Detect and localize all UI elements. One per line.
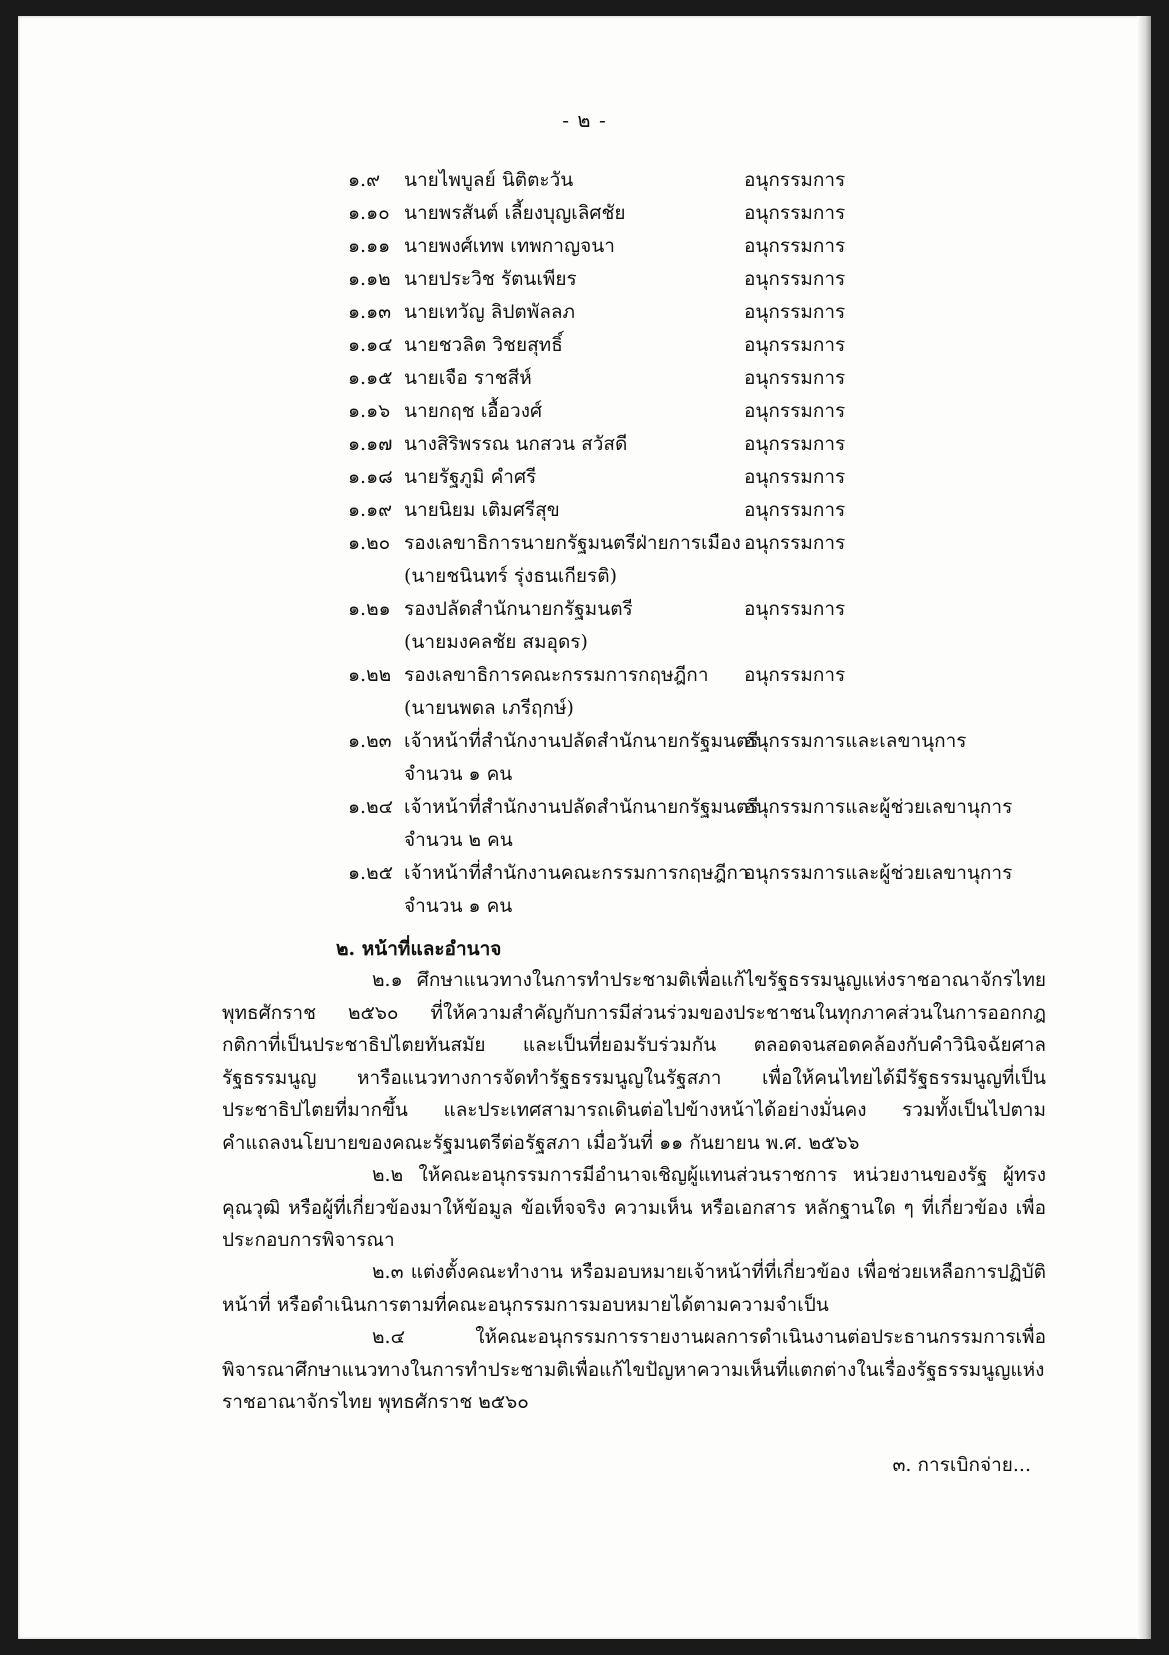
- member-number: ๑.๑๒: [348, 268, 391, 290]
- member-number: ๑.๙: [348, 169, 381, 191]
- paragraph-2-1: [222, 964, 1046, 1159]
- member-row: [348, 362, 1068, 395]
- member-name-line2: จำนวน ๑ คน: [404, 895, 513, 917]
- member-row: [348, 263, 1068, 296]
- member-name-line1: นายนิยม เติมศรีสุข: [404, 499, 560, 521]
- member-name-line1: นายพงศ์เทพ เทพกาญจนา: [404, 235, 615, 257]
- member-number: ๑.๑๐: [348, 202, 390, 224]
- member-number: ๑.๑๖: [348, 400, 391, 422]
- member-name-line2: จำนวน ๑ คน: [404, 763, 513, 785]
- member-name-line1: นายรัฐภูมิ คำศรี: [404, 466, 537, 488]
- member-name-line2: (นายมงคลชัย สมอุดร): [404, 631, 588, 653]
- member-name: [404, 659, 744, 725]
- member-number: ๑.๒๒: [348, 664, 392, 686]
- member-number: ๑.๒๓: [348, 730, 392, 752]
- member-name: [404, 857, 749, 923]
- member-name-line2: (นายชนินทร์ รุ่งธนเกียรติ): [404, 565, 617, 587]
- member-number: ๑.๑๗: [348, 433, 393, 455]
- member-name: [404, 725, 759, 791]
- document-page: [18, 16, 1151, 1639]
- member-number: ๑.๑๓: [348, 301, 392, 323]
- member-name: [404, 362, 744, 395]
- member-role: อนุกรรมการและเลขานุการ: [744, 730, 967, 752]
- paragraph-text: ๒.๔ ให้คณะอนุกรรมการรายงานผลการดำเนินงานต่อประธานกรรมการเพื่อพิจารณาศึกษาแนวทางในการทำประชามติเพื่อแก้ไขปัญหาความเห็นที่แตกต่างในเรื่องรัฐธรรมนูญแห่งราชอาณาจักรไทย พุทธศักราช ๒๕๖๐: [222, 1326, 1046, 1413]
- member-name: [404, 461, 744, 494]
- member-role: อนุกรรมการ: [744, 499, 846, 521]
- paragraph-2-2: [222, 1159, 1046, 1257]
- member-name-line1: นางสิริพรรณ นกสวน สวัสดี: [404, 433, 628, 455]
- paragraph-text: ๒.๑ ศึกษาแนวทางในการทำประชามติเพื่อแก้ไขรัฐธรรมนูญแห่งราชอาณาจักรไทย พุทธศักราช ๒๕๖๐ ที่ให้ความสำคัญกับการมีส่วนร่วมของประชาชนในทุกภาคส่วนในการออกกฎ กติกาที่เป็นประชาธิปไตยทันสมัย และเป็นที่ยอมรับร่วมกัน ตลอดจนสอดคล้องกับคำวินิจฉัยศาลรัฐธรรมนูญ หารือแนวทางการจัดทำรัฐธรรมนูญในรัฐสภา เพื่อให้คนไทยได้มีรัฐธรรมนูญที่เป็นประชาธิปไตยที่มากขึ้น และประเทศสามารถเดินต่อไปข้างหน้าได้อย่างมั่นคง รวมทั้งเป็นไปตามคำแถลงนโยบายของคณะรัฐมนตรีต่อรัฐสภา เมื่อวันที่ ๑๑ กันยายน พ.ศ. ๒๕๖๖: [222, 969, 1046, 1154]
- member-row: [348, 329, 1068, 362]
- member-role: อนุกรรมการและผู้ช่วยเลขานุการ: [744, 862, 1013, 884]
- member-name-line1: เจ้าหน้าที่สำนักงานปลัดสำนักนายกรัฐมนตรี: [404, 796, 759, 818]
- member-row: [348, 230, 1068, 263]
- member-number: ๑.๒๔: [348, 796, 394, 818]
- member-name-line1: นายชวลิต วิชยสุทธิ์: [404, 334, 563, 356]
- member-number: ๑.๑๙: [348, 499, 393, 521]
- member-name: [404, 494, 744, 527]
- member-name-line1: เจ้าหน้าที่สำนักงานปลัดสำนักนายกรัฐมนตรี: [404, 730, 759, 752]
- member-number: ๑.๑๕: [348, 367, 393, 389]
- member-name-line1: นายประวิช รัตนเพียร: [404, 268, 577, 290]
- member-name-line1: นายกฤช เอื้อวงศ์: [404, 400, 543, 422]
- member-name-line1: นายเจือ ราชสีห์: [404, 367, 532, 389]
- member-row: [348, 428, 1068, 461]
- member-row: [348, 164, 1068, 197]
- member-row: [348, 395, 1068, 428]
- paragraph-2-4: [222, 1321, 1046, 1419]
- member-row: [348, 659, 1068, 725]
- member-name: [404, 164, 744, 197]
- member-number: ๑.๑๑: [348, 235, 391, 257]
- member-name: [404, 428, 744, 461]
- member-row: [348, 593, 1068, 659]
- member-name: [404, 791, 759, 857]
- member-name: [404, 395, 744, 428]
- member-role: อนุกรรมการและผู้ช่วยเลขานุการ: [744, 796, 1013, 818]
- member-role: อนุกรรมการ: [744, 268, 846, 290]
- member-name: [404, 230, 744, 263]
- member-role: อนุกรรมการ: [744, 367, 846, 389]
- member-role: อนุกรรมการ: [744, 532, 846, 554]
- section-heading: ๒. หน้าที่และอำนาจ: [336, 938, 502, 960]
- member-row: [348, 296, 1068, 329]
- member-role: อนุกรรมการ: [744, 334, 846, 356]
- member-role: อนุกรรมการ: [744, 169, 846, 191]
- member-number: ๑.๒๕: [348, 862, 394, 884]
- member-name-line1: เจ้าหน้าที่สำนักงานคณะกรรมการกฤษฎีกา: [404, 862, 749, 884]
- member-role: อนุกรรมการ: [744, 235, 846, 257]
- member-row: [348, 197, 1068, 230]
- paragraph-2-3: [222, 1256, 1046, 1321]
- member-role: อนุกรรมการ: [744, 466, 846, 488]
- member-name: [404, 593, 744, 659]
- member-name-line1: รองปลัดสำนักนายกรัฐมนตรี: [404, 598, 633, 620]
- member-role: อนุกรรมการ: [744, 433, 846, 455]
- member-number: ๑.๒๐: [348, 532, 391, 554]
- member-name-line2: (นายนพดล เภรีฤกษ์): [404, 697, 574, 719]
- paragraph-text: ๒.๒ ให้คณะอนุกรรมการมีอำนาจเชิญผู้แทนส่วนราชการ หน่วยงานของรัฐ ผู้ทรงคุณวุฒิ หรือผู้ที่เกี่ยวข้องมาให้ข้อมูล ข้อเท็จจริง ความเห็น หรือเอกสาร หลักฐานใด ๆ ที่เกี่ยวข้อง เพื่อประกอบการพิจารณา: [222, 1164, 1046, 1251]
- scan-edge: [1137, 16, 1151, 1639]
- member-name: [404, 263, 744, 296]
- member-name-line1: รองเลขาธิการนายกรัฐมนตรีฝ่ายการเมือง: [404, 532, 741, 554]
- member-role: อนุกรรมการ: [744, 301, 846, 323]
- member-name-line1: นายไพบูลย์ นิติตะวัน: [404, 169, 574, 191]
- page-number: - ๒ -: [562, 108, 607, 132]
- member-name-line1: นายพรสันต์ เลี้ยงบุญเลิศชัย: [404, 202, 626, 224]
- member-name: [404, 329, 744, 362]
- member-name: [404, 527, 744, 593]
- member-row: [348, 527, 1068, 593]
- member-row: [348, 725, 1068, 791]
- member-number: ๑.๑๔: [348, 334, 393, 356]
- paragraph-text: ๒.๓ แต่งตั้งคณะทำงาน หรือมอบหมายเจ้าหน้าที่ที่เกี่ยวข้อง เพื่อช่วยเหลือการปฏิบัติหน้าที่ หรือดำเนินการตามที่คณะอนุกรรมการมอบหมายได้ตามความจำเป็น: [222, 1261, 1046, 1316]
- member-number: ๑.๑๘: [348, 466, 393, 488]
- member-row: [348, 791, 1068, 857]
- continuation-reference: ๓. การเบิกจ่าย...: [892, 1454, 1031, 1476]
- member-row: [348, 494, 1068, 527]
- member-role: อนุกรรมการ: [744, 598, 846, 620]
- member-row: [348, 857, 1068, 923]
- member-role: อนุกรรมการ: [744, 400, 846, 422]
- member-name: [404, 296, 744, 329]
- member-role: อนุกรรมการ: [744, 202, 846, 224]
- member-name-line2: จำนวน ๒ คน: [404, 829, 513, 851]
- member-name: [404, 197, 744, 230]
- member-row: [348, 461, 1068, 494]
- member-name-line1: นายเทวัญ ลิปตพัลลภ: [404, 301, 576, 323]
- member-name-line1: รองเลขาธิการคณะกรรมการกฤษฎีกา: [404, 664, 709, 686]
- member-number: ๑.๒๑: [348, 598, 391, 620]
- member-role: อนุกรรมการ: [744, 664, 846, 686]
- member-list: [348, 164, 1068, 923]
